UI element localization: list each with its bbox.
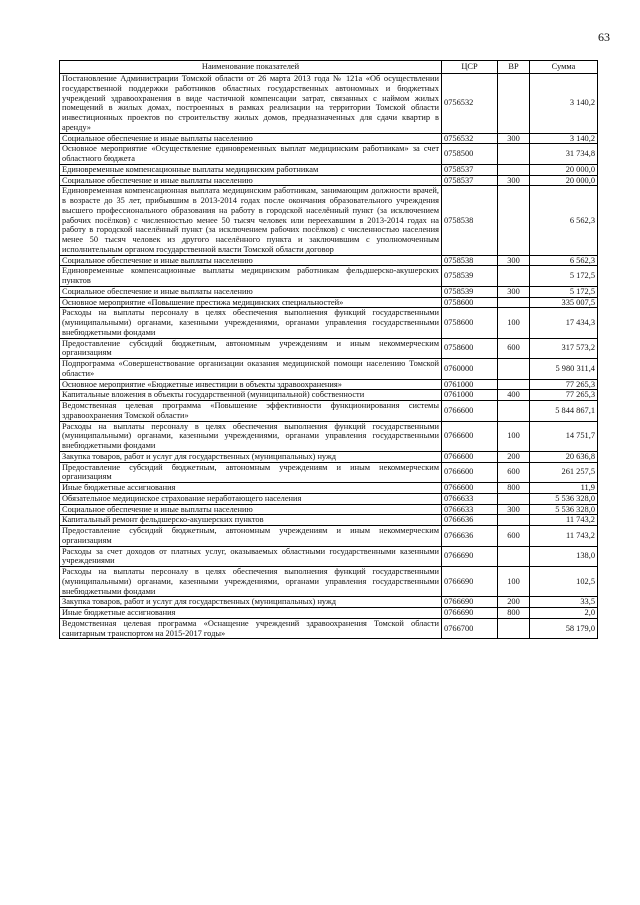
header-name: Наименование показателей — [60, 61, 442, 74]
row-csr-cell: 0766690 — [442, 608, 498, 619]
table-row — [60, 526, 598, 547]
row-vr-cell: 800 — [498, 483, 530, 494]
row-vr-cell: 300 — [498, 504, 530, 515]
page-number: 63 — [598, 30, 610, 44]
row-name-cell: Постановление Администрации Томской области от 26 марта 2013 года № 121а «Об осуществлении государственной поддержки работников областных государственных автономных и бюджетных учреждений здравоохранения в виде частичной компенсации затрат, связанных с наймом жилых помещений в жилых домах, построенных в рамках реализации на территории Томской области инвестиционных проектов по строительству жилых домов, предназначенных для сдачи квартир в аренду» — [60, 74, 442, 134]
table-body — [60, 74, 598, 639]
row-sum-cell: 138,0 — [530, 546, 598, 567]
row-csr-cell: 0766600 — [442, 483, 498, 494]
row-sum-cell: 261 257,5 — [530, 462, 598, 483]
row-sum-cell: 5 980 311,4 — [530, 359, 598, 380]
row-csr-cell: 0758539 — [442, 286, 498, 297]
row-sum-cell: 11 743,2 — [530, 526, 598, 547]
row-sum-cell: 20 000,0 — [530, 175, 598, 186]
row-sum-cell: 5 172,5 — [530, 266, 598, 287]
row-name-cell: Закупка товаров, работ и услуг для государственных (муниципальных) нужд — [60, 597, 442, 608]
row-sum-cell: 77 265,3 — [530, 390, 598, 401]
row-vr-cell: 300 — [498, 175, 530, 186]
row-sum-cell: 6 562,3 — [530, 255, 598, 266]
row-csr-cell: 0766600 — [442, 451, 498, 462]
row-vr-cell: 100 — [498, 567, 530, 597]
table-row — [60, 308, 598, 338]
row-sum-cell: 2,0 — [530, 608, 598, 619]
row-name-cell: Предоставление субсидий бюджетным, автономным учреждениям и иным некоммерческим организациям — [60, 462, 442, 483]
table-row — [60, 546, 598, 567]
row-vr-cell: 300 — [498, 286, 530, 297]
row-csr-cell: 0766690 — [442, 597, 498, 608]
table-row — [60, 608, 598, 619]
header-csr: ЦСР — [442, 61, 498, 74]
row-csr-cell: 0756532 — [442, 133, 498, 144]
row-csr-cell: 0766633 — [442, 504, 498, 515]
row-vr-cell: 800 — [498, 608, 530, 619]
row-vr-cell — [498, 618, 530, 639]
header-vr: ВР — [498, 61, 530, 74]
row-csr-cell: 0766690 — [442, 567, 498, 597]
row-csr-cell: 0758538 — [442, 255, 498, 266]
table-row — [60, 297, 598, 308]
table-header-row — [60, 61, 598, 74]
row-sum-cell: 317 573,2 — [530, 338, 598, 359]
row-csr-cell: 0758539 — [442, 266, 498, 287]
row-csr-cell: 0766636 — [442, 515, 498, 526]
row-csr-cell: 0766690 — [442, 546, 498, 567]
table-row — [60, 133, 598, 144]
row-vr-cell: 600 — [498, 526, 530, 547]
table-row — [60, 74, 598, 134]
table-row — [60, 266, 598, 287]
row-vr-cell: 600 — [498, 462, 530, 483]
row-sum-cell: 77 265,3 — [530, 379, 598, 390]
row-sum-cell: 33,5 — [530, 597, 598, 608]
row-name-cell: Иные бюджетные ассигнования — [60, 483, 442, 494]
row-name-cell: Расходы за счет доходов от платных услуг, оказываемых областными государственными казенными учреждениями — [60, 546, 442, 567]
row-name-cell: Ведомственная целевая программа «Оснащение учреждений здравоохранения Томской области санитарным транспортом на 2015-2017 годы» — [60, 618, 442, 639]
row-vr-cell — [498, 379, 530, 390]
row-vr-cell: 300 — [498, 255, 530, 266]
table-row — [60, 618, 598, 639]
row-name-cell: Единовременная компенсационная выплата медицинским работникам, занимающим должности врачей, в возрасте до 35 лет, прибывшим в 2013-2014 годах после окончания образовательного учреждения высшего профессионального образования на работу в городской населённый пункт (за исключением рабочих посёлков) с численностью менее 50 тысяч человек или переехавшим в 2013-2014 годах на работу в городской населённый пункт (за исключением рабочих посёлков) с численностью населения менее 50 тысяч человек из другого населённого пункта и заключившим с уполномоченным исполнительным органом государственной власти Томской области договор — [60, 186, 442, 255]
row-csr-cell: 0758538 — [442, 186, 498, 255]
row-vr-cell — [498, 297, 530, 308]
row-name-cell: Иные бюджетные ассигнования — [60, 608, 442, 619]
row-name-cell: Капитальный ремонт фельдшерско-акушерских пунктов — [60, 515, 442, 526]
table-row — [60, 462, 598, 483]
row-vr-cell: 100 — [498, 308, 530, 338]
row-csr-cell: 0758600 — [442, 338, 498, 359]
table-row — [60, 597, 598, 608]
row-csr-cell: 0758500 — [442, 144, 498, 165]
row-vr-cell — [498, 186, 530, 255]
table-row — [60, 390, 598, 401]
row-csr-cell: 0766600 — [442, 401, 498, 422]
row-sum-cell: 58 179,0 — [530, 618, 598, 639]
table-row — [60, 379, 598, 390]
row-csr-cell: 0766700 — [442, 618, 498, 639]
row-name-cell: Социальное обеспечение и иные выплаты населению — [60, 286, 442, 297]
row-vr-cell — [498, 359, 530, 380]
row-name-cell: Основное мероприятие «Осуществление единовременных выплат медицинским работникам» за счет областного бюджета — [60, 144, 442, 165]
row-name-cell: Социальное обеспечение и иные выплаты населению — [60, 175, 442, 186]
table-row — [60, 286, 598, 297]
row-vr-cell — [498, 144, 530, 165]
row-csr-cell: 0766600 — [442, 462, 498, 483]
header-sum: Сумма — [530, 61, 598, 74]
row-sum-cell: 17 434,3 — [530, 308, 598, 338]
table-row — [60, 338, 598, 359]
row-vr-cell — [498, 515, 530, 526]
row-vr-cell — [498, 401, 530, 422]
row-sum-cell: 11 743,2 — [530, 515, 598, 526]
row-sum-cell: 14 751,7 — [530, 421, 598, 451]
row-name-cell: Единовременные компенсационные выплаты медицинским работникам — [60, 164, 442, 175]
row-sum-cell: 5 536 328,0 — [530, 504, 598, 515]
row-name-cell: Подпрограмма «Совершенствование организации оказания медицинской помощи населению Томской области» — [60, 359, 442, 380]
row-sum-cell: 335 007,5 — [530, 297, 598, 308]
row-name-cell: Расходы на выплаты персоналу в целях обеспечения выполнения функций государственными (муниципальными) органами, казенными учреждениями, органами управления государственными внебюджетными фондами — [60, 421, 442, 451]
row-vr-cell: 100 — [498, 421, 530, 451]
row-name-cell: Основное мероприятие «Повышение престижа медицинских специальностей» — [60, 297, 442, 308]
row-vr-cell: 400 — [498, 390, 530, 401]
row-csr-cell: 0758600 — [442, 308, 498, 338]
table-row — [60, 401, 598, 422]
row-csr-cell: 0766636 — [442, 526, 498, 547]
row-name-cell: Расходы на выплаты персоналу в целях обеспечения выполнения функций государственными (муниципальными) органами, казенными учреждениями, органами управления государственными внебюджетными фондами — [60, 308, 442, 338]
table-row — [60, 164, 598, 175]
row-csr-cell: 0766600 — [442, 421, 498, 451]
row-name-cell: Предоставление субсидий бюджетным, автономным учреждениям и иным некоммерческим организациям — [60, 526, 442, 547]
table-row — [60, 567, 598, 597]
row-sum-cell: 5 172,5 — [530, 286, 598, 297]
row-name-cell: Основное мероприятие «Бюджетные инвестиции в объекты здравоохранения» — [60, 379, 442, 390]
table-row — [60, 515, 598, 526]
table-row — [60, 255, 598, 266]
row-csr-cell: 0758537 — [442, 175, 498, 186]
table-row — [60, 421, 598, 451]
row-name-cell: Единовременные компенсационные выплаты медицинским работникам фельдшерско-акушерских пунктов — [60, 266, 442, 287]
row-name-cell: Ведомственная целевая программа «Повышение эффективности функционирования системы здравоохранения Томской области» — [60, 401, 442, 422]
row-name-cell: Социальное обеспечение и иные выплаты населению — [60, 504, 442, 515]
row-csr-cell: 0758600 — [442, 297, 498, 308]
table-row — [60, 175, 598, 186]
row-sum-cell: 11,9 — [530, 483, 598, 494]
row-csr-cell: 0761000 — [442, 390, 498, 401]
table-row — [60, 504, 598, 515]
row-name-cell: Обязательное медицинское страхование неработающего населения — [60, 493, 442, 504]
row-sum-cell: 6 562,3 — [530, 186, 598, 255]
row-csr-cell: 0756532 — [442, 74, 498, 134]
table-row — [60, 359, 598, 380]
row-vr-cell — [498, 493, 530, 504]
row-csr-cell: 0761000 — [442, 379, 498, 390]
row-sum-cell: 3 140,2 — [530, 133, 598, 144]
row-vr-cell: 300 — [498, 133, 530, 144]
row-sum-cell: 20 000,0 — [530, 164, 598, 175]
row-vr-cell — [498, 546, 530, 567]
table-row — [60, 144, 598, 165]
row-vr-cell: 200 — [498, 451, 530, 462]
row-csr-cell: 0766633 — [442, 493, 498, 504]
row-vr-cell — [498, 164, 530, 175]
row-name-cell: Капитальные вложения в объекты государственной (муниципальной) собственности — [60, 390, 442, 401]
row-name-cell: Закупка товаров, работ и услуг для государственных (муниципальных) нужд — [60, 451, 442, 462]
budget-table — [59, 60, 598, 639]
row-sum-cell: 5 844 867,1 — [530, 401, 598, 422]
table-row — [60, 186, 598, 255]
row-name-cell: Предоставление субсидий бюджетным, автономным учреждениям и иным некоммерческим организациям — [60, 338, 442, 359]
row-vr-cell: 200 — [498, 597, 530, 608]
row-name-cell: Расходы на выплаты персоналу в целях обеспечения выполнения функций государственными (муниципальными) органами, казенными учреждениями, органами управления государственными внебюджетными фондами — [60, 567, 442, 597]
table-row — [60, 493, 598, 504]
row-name-cell: Социальное обеспечение и иные выплаты населению — [60, 133, 442, 144]
row-sum-cell: 3 140,2 — [530, 74, 598, 134]
row-sum-cell: 102,5 — [530, 567, 598, 597]
row-sum-cell: 20 636,8 — [530, 451, 598, 462]
row-vr-cell — [498, 266, 530, 287]
row-csr-cell: 0758537 — [442, 164, 498, 175]
row-sum-cell: 5 536 328,0 — [530, 493, 598, 504]
table-row — [60, 483, 598, 494]
row-name-cell: Социальное обеспечение и иные выплаты населению — [60, 255, 442, 266]
row-vr-cell: 600 — [498, 338, 530, 359]
row-vr-cell — [498, 74, 530, 134]
row-csr-cell: 0760000 — [442, 359, 498, 380]
row-sum-cell: 31 734,8 — [530, 144, 598, 165]
table-row — [60, 451, 598, 462]
